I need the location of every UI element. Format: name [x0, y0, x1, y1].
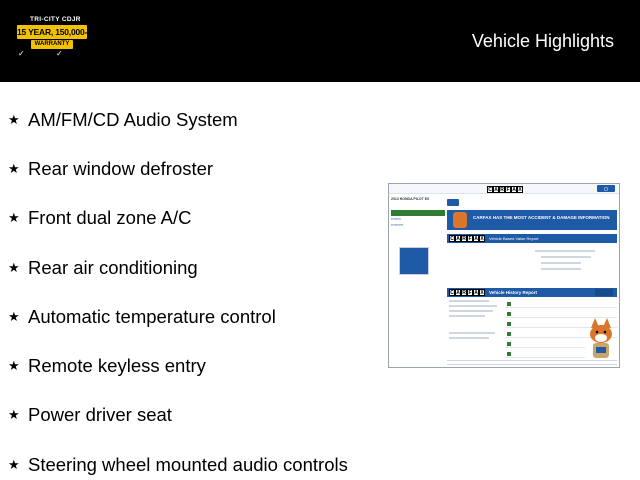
carfax-detail-button [595, 289, 613, 296]
check-icon: ✓ [18, 49, 25, 58]
check-icon [507, 342, 511, 346]
carfax-text-line [535, 250, 595, 252]
feature-label: Steering wheel mounted audio controls [28, 453, 348, 475]
carfax-banner [447, 210, 617, 230]
carfax-history-row [505, 340, 585, 348]
carfax-text-line [449, 332, 495, 334]
feature-label: Power driver seat [28, 404, 172, 426]
feature-list [8, 95, 388, 480]
carfax-section-title: Vehicle History Report [489, 290, 538, 295]
feature-item [8, 194, 388, 243]
carfax-text-line [449, 305, 497, 307]
carfax-text-line [449, 310, 493, 312]
carfax-one-owner-badge [399, 247, 429, 275]
page-title: Vehicle Highlights [471, 31, 614, 51]
star-icon: ★ [8, 308, 20, 324]
carfax-report-thumbnail[interactable] [388, 183, 620, 368]
feature-item [8, 341, 388, 390]
check-icon: ✓ [56, 49, 63, 58]
carfax-logo: C A R F A X [450, 236, 484, 242]
header-bar [0, 0, 640, 82]
carfax-topbar [389, 184, 619, 194]
feature-item [8, 95, 388, 144]
dealer-warranty-logo [14, 16, 107, 60]
carfax-vehicle-name: 2013 HONDA PILOT EX [391, 197, 430, 201]
logo-warranty-term: 15 YEAR, 150,000-MILE [17, 27, 107, 37]
carfax-text-line [541, 268, 581, 270]
check-icon [507, 332, 511, 336]
carfax-fox-icon [453, 212, 467, 228]
carfax-tab [447, 199, 459, 206]
feature-label: Remote keyless entry [28, 355, 206, 377]
carfax-logo: C A R F A X [488, 187, 522, 193]
carfax-text-line [447, 364, 617, 365]
feature-label: Automatic temperature control [28, 305, 276, 327]
carfax-text-line [449, 300, 489, 302]
feature-label: Rear window defroster [28, 157, 214, 179]
feature-label: Rear air conditioning [28, 256, 198, 278]
star-icon: ★ [8, 160, 20, 176]
carfax-print-button: ▢ [597, 185, 615, 192]
carfax-history-row [505, 310, 617, 318]
carfax-text-line [449, 315, 485, 317]
feature-label: Front dual zone A/C [28, 207, 192, 229]
check-icon [507, 302, 511, 306]
carfax-fox-mascot [587, 318, 615, 358]
logo-dealer-name: TRI-CITY CDJR [30, 16, 81, 23]
carfax-banner-text: CARFAX HAS THE MOST ACCIDENT & DAMAGE INFORMATION [473, 215, 610, 220]
check-icon [507, 322, 511, 326]
carfax-history-row [505, 350, 585, 358]
feature-item [8, 391, 388, 440]
feature-item [8, 243, 388, 292]
logo-warranty-label: WARRANTY [31, 40, 73, 49]
star-icon: ★ [8, 358, 20, 374]
star-icon: ★ [8, 407, 20, 423]
carfax-section-bar [447, 234, 617, 243]
star-icon: ★ [8, 210, 20, 226]
carfax-history-row [505, 300, 617, 308]
check-icon [507, 312, 511, 316]
feature-item [8, 144, 388, 193]
carfax-text-line [447, 360, 617, 361]
feature-item [8, 440, 388, 480]
carfax-sidebar-link: ▪▪▪▪▪▪▪▪▪▪ [391, 222, 404, 227]
feature-label: AM/FM/CD Audio System [28, 108, 238, 130]
check-icon [507, 352, 511, 356]
carfax-text-line [541, 262, 581, 264]
carfax-text-line [449, 337, 489, 339]
star-icon: ★ [8, 259, 20, 275]
carfax-sidebar-link: ▪▪▪▪▪▪▪▪ [391, 216, 401, 221]
feature-item [8, 292, 388, 341]
carfax-section-bar [447, 288, 617, 297]
carfax-logo: C A R F A X [450, 290, 484, 296]
carfax-sidebar [391, 197, 445, 367]
carfax-section-title: Vehicle Based Value Report [489, 236, 539, 241]
carfax-text-line [541, 256, 591, 258]
star-icon: ★ [8, 111, 20, 127]
star-icon: ★ [8, 456, 20, 472]
